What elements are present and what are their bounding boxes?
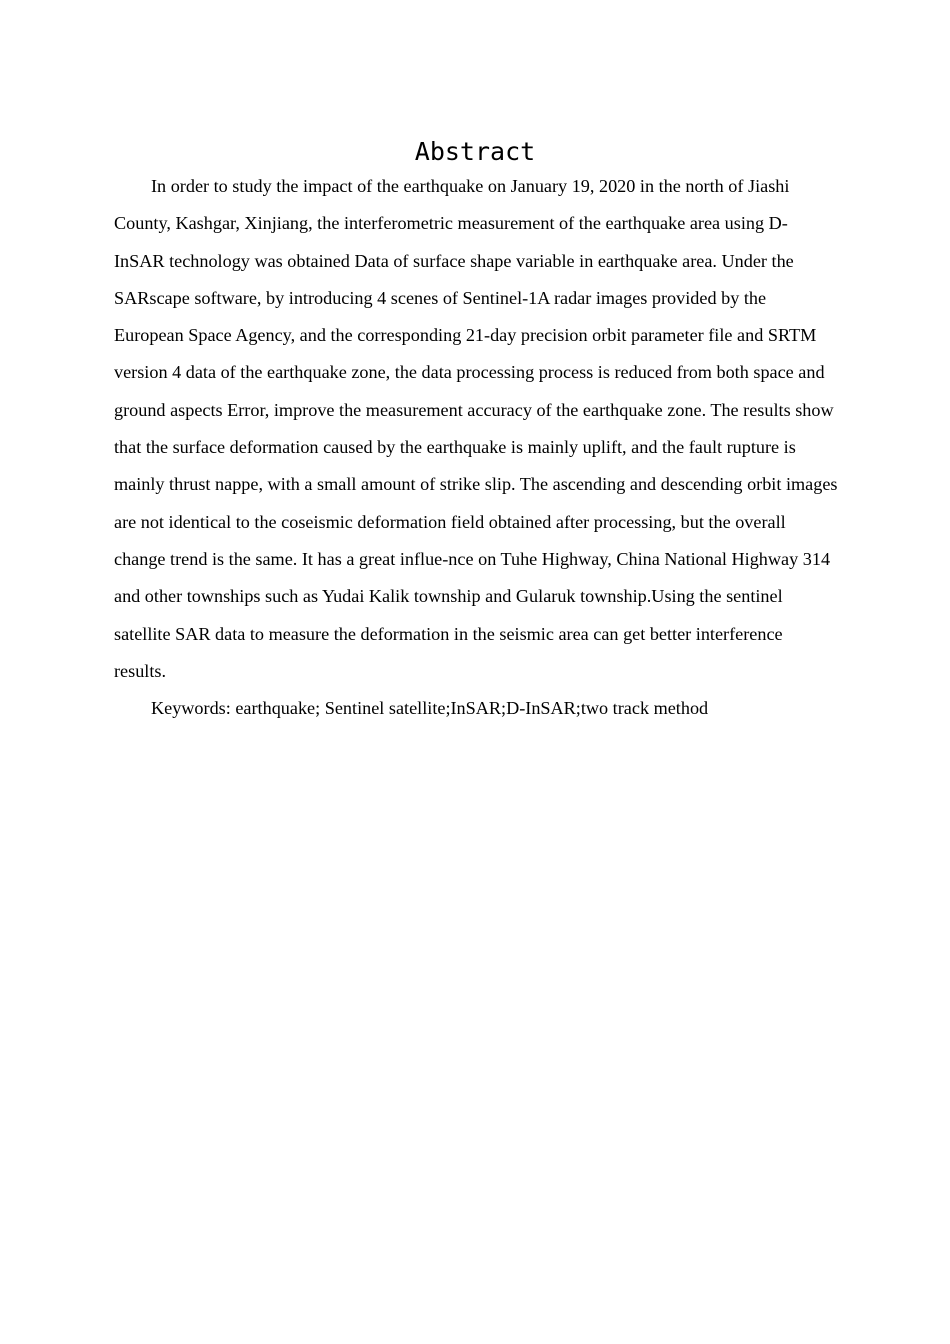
abstract-body: [114, 168, 838, 727]
keywords-line: Keywords: earthquake; Sentinel satellite;InSAR;D-InSAR;two track method: [151, 698, 709, 719]
abstract-title: Abstract: [414, 137, 536, 166]
abstract-paragraph: In order to study the impact of the earthquake on January 19, 2020 in the north of Jiashi County, Kashgar, Xinjiang, the interferometric measurement of the earthquake area using D-InSAR technology was obtained Data of surface shape variable in earthquake area. Under the SARscape software, by introducing 4 scenes of Sentinel-1A radar images provided by the European Space Agency, and the corresponding 21-day precision orbit parameter file and SRTM version 4 data of the earthquake zone, the data processing process is reduced from both space and ground aspects Error, improve the measurement accuracy of the earthquake zone. The results show that the surface deformation caused by the earthquake is mainly uplift, and the fault rupture is mainly thrust nappe, with a small amount of strike slip. The ascending and descending orbit images are not identical to the coseismic deformation field obtained after processing, but the overall change trend is the same. It has a great influe-nce on Tuhe Highway, China National Highway 314 and other townships such as Yudai Kalik township and Gularuk township.Using the sentinel satellite SAR data to measure the deformation in the seismic area can get better interference results.: [114, 176, 838, 681]
